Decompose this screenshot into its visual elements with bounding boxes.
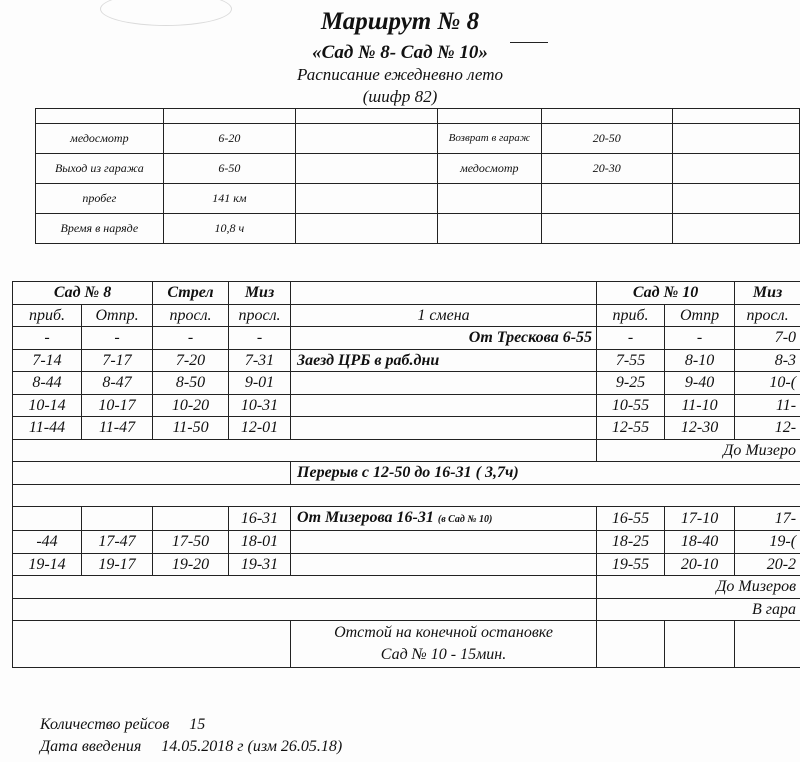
schedule-table <box>12 281 800 668</box>
header-strel: Стрел <box>153 282 229 305</box>
header-miz: Миз <box>229 282 291 305</box>
col-pass3: просл. <box>735 304 800 327</box>
col-arrival2: приб. <box>597 304 665 327</box>
note: (в Сад № 10) <box>437 514 493 525</box>
trips-count: Количество рейсов 15 <box>40 716 206 733</box>
exit-label: Выход из гаража <box>36 154 164 184</box>
table-row <box>13 439 800 462</box>
mileage-value: 141 км <box>163 184 295 214</box>
table-row <box>13 621 800 668</box>
intro-date: Дата введения 14.05.2018 г (изм 26.05.18) <box>40 738 343 755</box>
col-pass1: просл. <box>153 304 229 327</box>
header-sad10: Сад № 10 <box>597 282 735 305</box>
table-row: 7-14 7-17 7-20 7-31 Заезд ЦРБ в раб.дни 7-55 8-10 8-3 <box>13 349 800 372</box>
col-pass2: просл. <box>229 304 291 327</box>
break-text: Перерыв с 12-50 до 16-31 ( 3,7ч) <box>291 462 665 485</box>
duty-label: Время в наряде <box>36 214 164 244</box>
table-row: 11-44 11-47 11-50 12-01 12-55 12-30 12- <box>13 417 800 440</box>
header-miz2: Миз <box>735 282 800 305</box>
route-subtitle: «Сад № 8- Сад № 10» <box>312 42 488 63</box>
layover-note: Отстой на конечной остановке Сад № 10 - 15мин. <box>291 621 597 668</box>
medical2-value: 20-30 <box>541 154 672 184</box>
info-table <box>35 108 800 244</box>
table-row: 19-14 19-17 19-20 19-31 19-55 20-10 20-2 <box>13 553 800 576</box>
table-row: -44 17-47 17-50 18-01 18-25 18-40 19-( <box>13 531 800 554</box>
schedule-label: Расписание ежедневно лето <box>296 65 504 84</box>
page-title: Маршрут № 8 <box>320 8 480 35</box>
table-row: - - - - От Трескова 6-55 - - 7-0 <box>13 327 800 350</box>
table-row: 10-14 10-17 10-20 10-31 10-55 11-10 11- <box>13 394 800 417</box>
table-row <box>13 462 800 485</box>
mileage-label: пробег <box>36 184 164 214</box>
col-shift: 1 смена <box>291 304 597 327</box>
medical-label: медосмотр <box>36 124 164 154</box>
header-sad8: Сад № 8 <box>13 282 153 305</box>
table-row: 8-44 8-47 8-50 9-01 9-25 9-40 10-( <box>13 372 800 395</box>
table-row: 16-31 От Мизерова 16-31 (в Сад № 10) 16-55 17-10 17- <box>13 507 800 531</box>
col-departure: Отпр. <box>82 304 153 327</box>
col-arrival: приб. <box>13 304 82 327</box>
to-garage: В гара <box>665 598 800 621</box>
cipher-label: (шифр 82) <box>362 87 438 106</box>
medical-value: 6-20 <box>163 124 295 154</box>
return-value: 20-50 <box>541 124 672 154</box>
col-departure2: Отпр <box>665 304 735 327</box>
exit-value: 6-50 <box>163 154 295 184</box>
medical2-label: медосмотр <box>437 154 541 184</box>
to-mizerov-2: До Мизеров <box>665 576 800 599</box>
duty-value: 10,8 ч <box>163 214 295 244</box>
to-mizerov-1: До Мизеро <box>665 439 800 462</box>
table-row <box>13 484 800 507</box>
table-row <box>13 598 800 621</box>
return-label: Возврат в гараж <box>437 124 541 154</box>
table-row <box>13 576 800 599</box>
divider <box>510 42 548 43</box>
